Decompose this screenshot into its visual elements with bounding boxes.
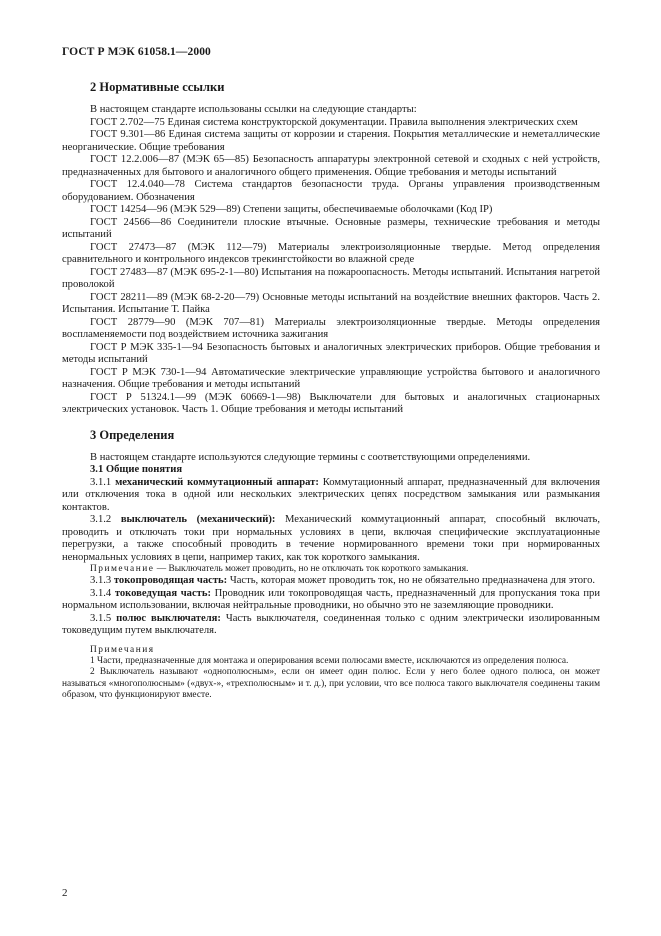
definition-number: 3.1.4 [90,587,112,599]
note-item: 1 Части, предназначенные для монтажа и оперирования всеми полюсами вместе, исключаются из определения полюса. [90,656,569,667]
section-2-heading: 2 Нормативные ссылки [90,80,225,94]
definition-3-1-2 [62,514,600,564]
page-number: 2 [62,887,68,899]
reference-item: ГОСТ Р МЭК 335-1—94 Безопасность бытовых и аналогичных электрических приборов. Общие требования и методы испытаний [62,341,600,365]
definition-number: 3.1.5 [90,612,112,624]
definition-3-1-5 [62,613,600,638]
reference-item: ГОСТ 27473—87 (МЭК 112—79) Материалы электроизоляционные твердые. Метод определения сравнительного и контрольного индексов трекингстойкости во влажной среде [62,241,600,265]
definition-term: полюс выключателя: [116,612,221,624]
definition-text: Коммутационный аппарат, предназначенный для включения или отключения тока в одной или нескольких электрических цепях посредством замыкания или размыкания контактов. [62,476,600,513]
page-content [62,80,600,701]
definition-term: токопроводящая часть: [113,575,228,587]
note-text: — Выключатель может проводить, но не отключать ток короткого замыкания. [154,564,469,574]
definition-text: Проводник или токопроводящая часть, предназначенный для пропускания тока при нормальном использовании, включая нейтральные проводники, но обычно это не заземляющие проводники. [62,587,601,612]
reference-item: ГОСТ 28211—89 (МЭК 68-2-20—79) Основные методы испытаний на воздействие внешних факторов. Часть 2. Испытания. Испытание Т. Пайка [62,291,600,315]
section-2-intro: В настоящем стандарте использованы ссылки на следующие стандарты: [90,104,417,115]
reference-item: ГОСТ 24566—86 Соединители плоские втычные. Основные размеры, технические требования и методы испытаний [62,216,600,240]
definition-term: выключатель (механический): [120,514,276,525]
reference-item: ГОСТ Р 51324.1—99 (МЭК 60669-1—98) Выключатели для бытовых и аналогичных стационарных электрических установок. Часть 1. Общие требования и методы испытаний [62,391,600,415]
reference-item: ГОСТ 2.702—75 Единая система конструкторской документации. Правила выполнения электрических схем [90,116,578,128]
section-3-heading: 3 Определения [90,427,175,442]
reference-item: ГОСТ 12.2.006—87 (МЭК 65—85) Безопасность аппаратуры электронной сетевой и сходных с ней устройств, предназначенных для бытового и аналогичного общего применения. Общие требования и методы испытаний [62,154,600,178]
notes-label: Примечания [90,644,155,655]
definition-text: Часть, которая может проводить ток, но не обязательно предназначена для этого. [229,575,596,587]
reference-item: ГОСТ 9.301—86 Единая система защиты от коррозии и старения. Покрытия металлические и неметаллические неорганические. Общие требования [62,129,600,153]
definition-number: 3.1.1 [90,476,112,488]
reference-item: ГОСТ Р МЭК 730-1—94 Автоматические электрические управляющие устройства бытового и аналогичного назначения. Общие требования и методы испытаний [62,366,600,390]
note-label: Примечание [90,564,155,574]
definition-number: 3.1.3 [90,575,112,587]
definition-3-1-3 [62,575,600,588]
note-item: 2 Выключатель называют «однополюсным», если он имеет один полюс. Если у него более одного полюса, он может называться «многополюсным» («двух-», «трехполюсным» и т. д.), при условии, что все полюса такого выключателя соединены таким образом, что функционируют вместе. [62,667,600,700]
notes-block [62,645,600,701]
note-3-1-2 [62,564,600,575]
subsection-heading: 3.1 Общие понятия [90,464,183,475]
definition-text: Часть выключателя, соединенная только с одним электрически изолированным токоведущим путем выключателя. [62,612,600,637]
reference-item: ГОСТ 28779—90 (МЭК 707—81) Материалы электроизоляционные твердые. Методы определения воспламеняемости под воздействием источника зажигания [62,316,600,340]
definition-3-1-4 [62,588,600,613]
section-3-intro: В настоящем стандарте используются следующие термины с соответствующими определениями. [90,451,531,463]
definition-3-1-1 [62,477,600,515]
definition-term: токоведущая часть: [114,587,212,599]
definition-number: 3.1.2 [90,514,112,525]
definition-term: механический коммутационный аппарат: [115,476,319,488]
reference-item: ГОСТ 12.4.040—78 Система стандартов безопасности труда. Органы управления производственным оборудованием. Обозначения [62,179,600,203]
document-header: ГОСТ Р МЭК 61058.1—2000 [62,46,211,58]
reference-item: ГОСТ 14254—96 (МЭК 529—89) Степени защиты, обеспечиваемые оболочками (Код IP) [90,204,493,215]
reference-item: ГОСТ 27483—87 (МЭК 695-2-1—80) Испытания на пожароопасность. Методы испытаний. Испытания нагретой проволокой [62,266,600,290]
definition-text: Механический коммутационный аппарат, способный включать, проводить и отключать токи при нормальных условиях в цепи, включая специфические эксплуатационные перегрузки, а также способный проводить в течение нормированного времени токи при нормированных ненормальных условиях в цепи, например таких, как ток короткого замыкания. [62,514,600,563]
